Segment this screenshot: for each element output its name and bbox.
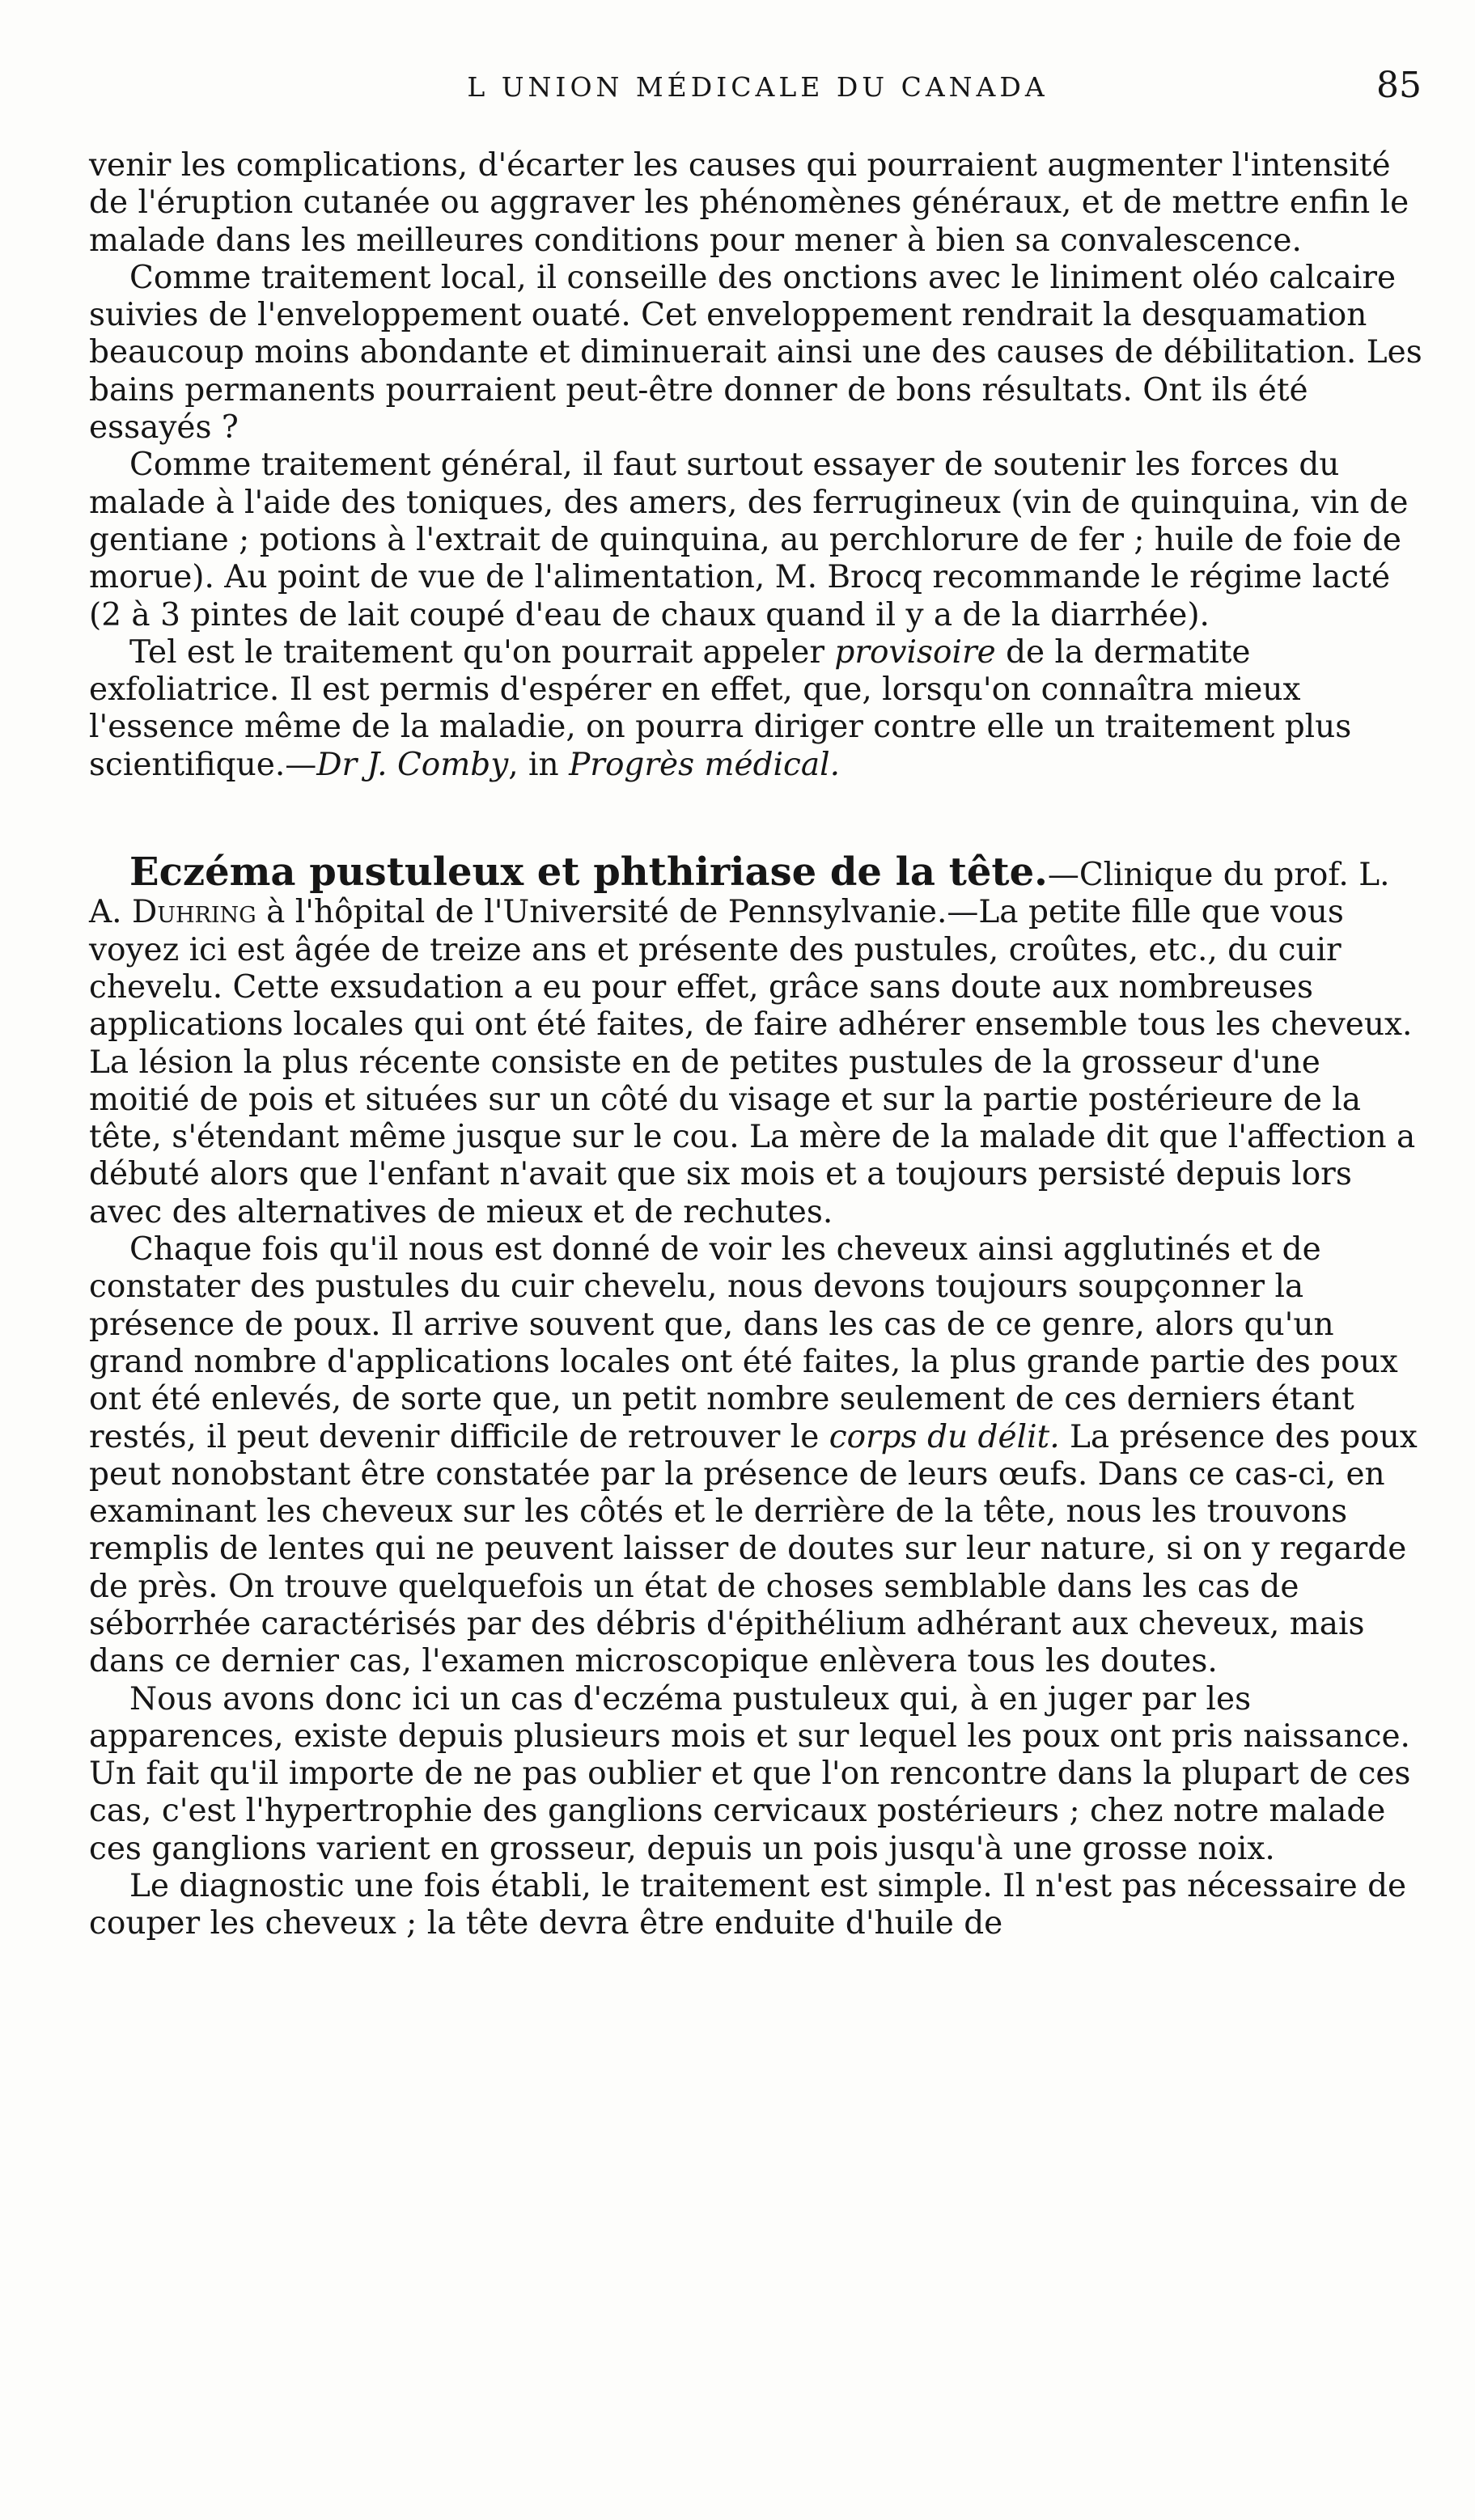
body-text (89, 147, 1428, 1943)
paragraph-case-description: à l'hôpital de l'Université de Pennsylvanie.—La petite fille que vous voyez ici est âgée de treize ans et présente des pustules, croûtes, etc., du cuir chevelu. Cette exsudation a eu pour effet, grâce sans doute aux nombreuses applications locales qui ont été faites, de faire adhérer ensemble tous les cheveux. La lésion la plus récente consiste en de petites pustules de la grosseur d'une moitié de pois et situées sur un côté du visage et sur la partie postérieure de la tête, s'étendant même jusque sur le cou. La mère de la malade dit que l'affection a débuté alors que l'enfant n'avait que six mois et a toujours persisté depuis lors avec des alternatives de mieux et de rechutes. (89, 894, 1416, 1230)
author-citation: Dr J. Comby (316, 746, 509, 783)
paragraph-treatment: Le diagnostic une fois établi, le traitement est simple. Il n'est pas nécessaire de couper les cheveux ; la tête devra être enduite d'huile de (89, 1868, 1407, 1942)
page-header (89, 63, 1426, 112)
clinician-name: L. A. Duhring (89, 857, 1390, 931)
paragraph-conclusion (89, 634, 1428, 784)
paragraph-local-treatment: Comme traitement local, il conseille des onctions avec le liniment oléo calcaire suivies de l'enveloppement ouaté. Cet enveloppement rendrait la desquamation beaucoup moins abondante et diminuerait ainsi une des causes de débilitation. Les bains permanents pourraient peut-être donner de bons résultats. Ont ils été essayés ? (89, 259, 1422, 447)
italic-corps-du-delit: corps du délit. (829, 1418, 1060, 1455)
page-number: 85 (1376, 65, 1422, 106)
source-citation: Progrès médical. (569, 746, 840, 783)
running-title: L UNION MÉDICALE DU CANADA (467, 71, 1049, 103)
article-eczema-first-paragraph (89, 849, 1428, 1231)
italic-provisoire: provisoire (834, 633, 996, 671)
paragraph-lice-diagnosis (89, 1231, 1428, 1681)
heading-intro: —Clinique du prof. (1047, 857, 1359, 894)
paragraph-general-treatment: Comme traitement général, il faut surtout essayer de soutenir les forces du malade à l'aide des toniques, des amers, des ferrugineux (vin de quinquina, vin de gentiane ; potions à l'extrait de quinquina, au perchlorure de fer ; huile de foie de morue). Au point de vue de l'alimentation, M. Brocq recommande le régime lacté (2 à 3 pintes de lait coupé d'eau de chaux quand il y a de la diarrhée). (89, 447, 1409, 633)
section-gap (89, 784, 1428, 853)
article-heading: Eczéma pustuleux et phthiriase de la tête. (129, 849, 1048, 896)
paragraph-case-summary: Nous avons donc ici un cas d'eczéma pustuleux qui, à en juger par les apparences, existe depuis plusieurs mois et sur lequel les poux ont pris naissance. Un fait qu'il importe de ne pas oublier et que l'on rencontre dans la plupart de ces cas, c'est l'hypertrophie des ganglions cervicaux postérieurs ; chez notre malade ces ganglions varient en grosseur, depuis un pois jusqu'à une grosse noix. (89, 1680, 1411, 1867)
conclusion-text-b: de la dermatite exfoliatrice. Il est permis d'espérer en effet, que, lorsqu'on connaîtra mieux l'essence même de la maladie, on pourra diriger contre elle un traitement plus scientifique.— (89, 633, 1352, 783)
paragraph-continuation: venir les complications, d'écarter les causes qui pourraient augmenter l'intensité de l'éruption cutanée ou aggraver les phénomènes généraux, et de mettre enfin le malade dans les meilleures conditions pour mener à bien sa convalescence. (89, 147, 1409, 259)
conclusion-text-a: Tel est le traitement qu'on pourrait appeler (129, 633, 835, 671)
lice-text-b: La présence des poux peut nonobstant être constatée par la présence de leurs œufs. Dans ce cas-ci, en examinant les cheveux sur les côtés et le derrière de la tête, nous les trouvons remplis de lentes qui ne peuvent laisser de doutes sur leur nature, si on y regarde de près. On trouve quelquefois un état de choses semblable dans les cas de séborrhée caractérisés par des débris d'épithélium adhérant aux cheveux, mais dans ce dernier cas, l'examen microscopique enlèvera tous les doutes. (89, 1418, 1418, 1680)
conclusion-text-c: , in (508, 746, 570, 783)
lice-text-a: Chaque fois qu'il nous est donné de voir les cheveux ainsi agglutinés et de constater des pustules du cuir chevelu, nous devons toujours soupçonner la présence de poux. Il arrive souvent que, dans les cas de ce genre, alors qu'un grand nombre d'applications locales ont été faites, la plus grande partie des poux ont été enlevés, de sorte que, un petit nombre seulement de ces derniers étant restés, il peut devenir difficile de retrouver le (89, 1231, 1398, 1455)
